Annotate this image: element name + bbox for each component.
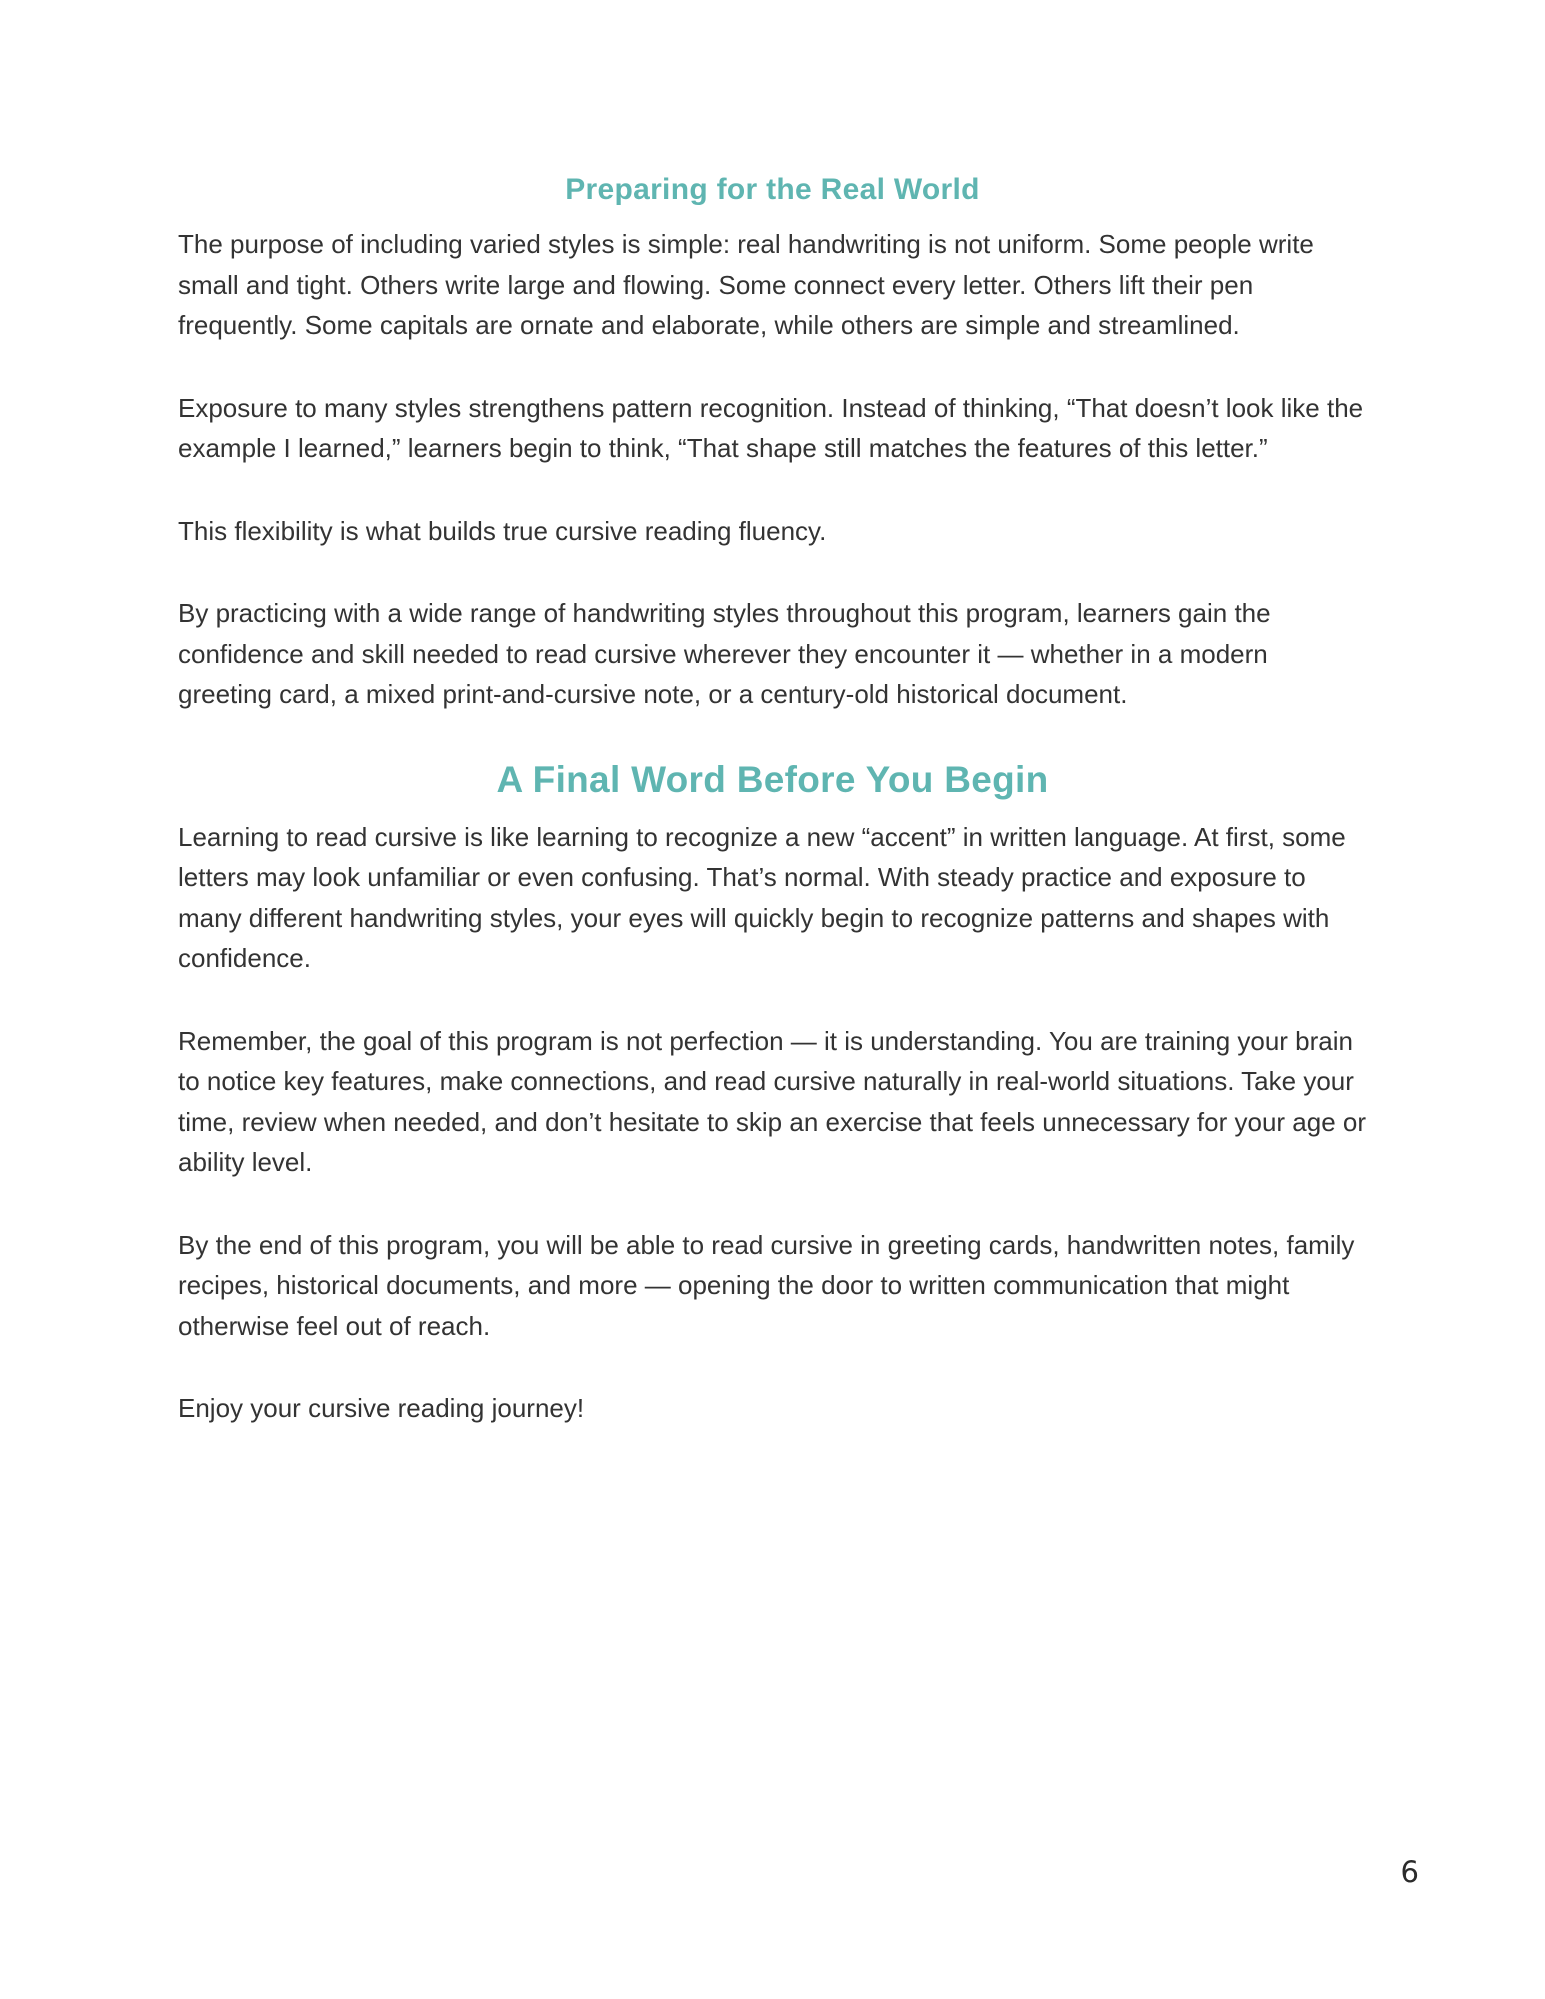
page-number: 6 xyxy=(1400,1855,1419,1889)
paragraph: Enjoy your cursive reading journey! xyxy=(178,1393,585,1423)
paragraph: By practicing with a wide range of handwriting styles throughout this program, learners gain the confidence and skill needed to read cursive wherever they encounter it — whether in a modern greeting card, a mixed print-and-cursive note, or a century-old historical document. xyxy=(178,598,1271,709)
paragraph: The purpose of including varied styles is simple: real handwriting is not uniform. Some people write small and tight. Others write large and flowing. Some connect every letter. Others lift their pen frequently. Some capitals are ornate and elaborate, while others are simple and streamlined. xyxy=(178,229,1314,340)
paragraph: By the end of this program, you will be able to read cursive in greeting cards, handwritten notes, family recipes, historical documents, and more — opening the door to written communication that might otherwise feel out of reach. xyxy=(178,1229,1355,1341)
paragraph: Learning to read cursive is like learning to recognize a new “accent” in written language. At first, some letters may look unfamiliar or even confusing. That’s normal. With steady practice and exposure to many different handwriting styles, your eyes will quickly begin to recognize patterns and shapes with confidence. xyxy=(178,821,1346,973)
section-heading-preparing-for-the-real-world: Preparing for the Real World xyxy=(565,173,980,206)
section-heading-a-final-word-before-you-begin: A Final Word Before You Begin xyxy=(496,758,1049,800)
page-content xyxy=(178,170,1367,1429)
paragraph: Exposure to many styles strengthens pattern recognition. Instead of thinking, “That doesn’t look like the example I learned,” learners begin to think, “That shape still matches the features of this letter.” xyxy=(178,392,1364,463)
paragraph: This flexibility is what builds true cursive reading fluency. xyxy=(178,515,827,546)
paragraph: Remember, the goal of this program is not perfection — it is understanding. You are training your brain to notice key features, make connections, and read cursive naturally in real-world situations. Take your time, review when needed, and don’t hesitate to skip an exercise that feels unnecessary for your age or ability level. xyxy=(178,1025,1367,1177)
